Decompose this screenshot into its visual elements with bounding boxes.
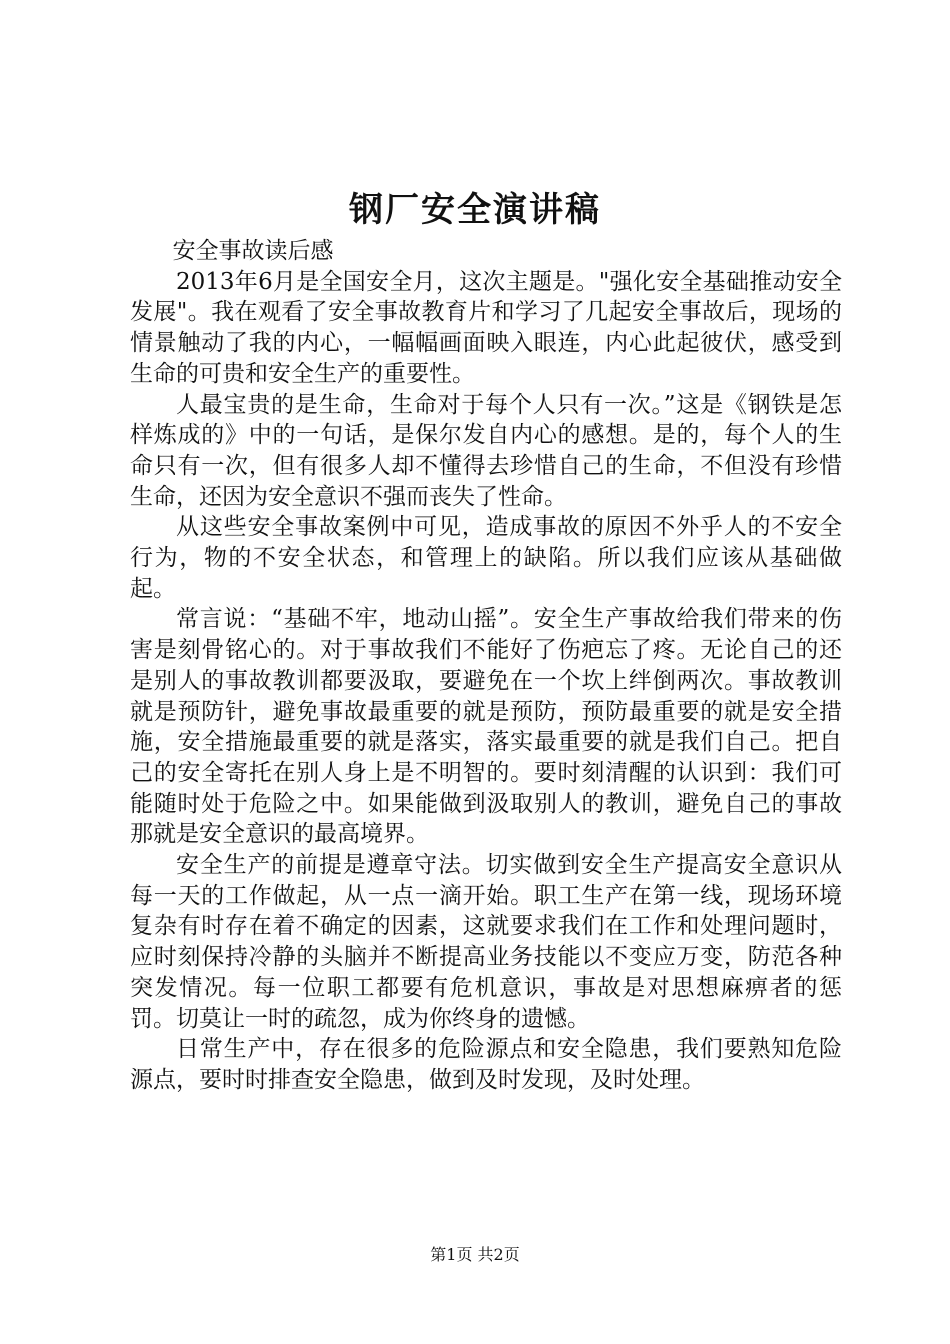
body-paragraph: 人最宝贵的是生命，生命对于每个人只有一次。”这是《钢铁是怎样炼成的》中的一句话，是保尔发自内心的感想。是的，每个人的生命只有一次，但有很多人却不懂得去珍惜自己的生命，不但没有珍惜生命，还因为安全意识不强而丧失了性命。 bbox=[130, 391, 842, 510]
document-body bbox=[130, 236, 842, 1096]
body-paragraph: 安全生产的前提是遵章守法。切实做到安全生产提高安全意识从每一天的工作做起，从一点一滴开始。职工生产在第一线，现场环境复杂有时存在着不确定的因素，这就要求我们在工作和处理问题时，应时刻保持冷静的头脑并不断提高业务技能以不变应万变，防范各种突发情况。每一位职工都要有危机意识，事故是对思想麻痹者的惩罚。切莫让一时的疏忽，成为你终身的遗憾。 bbox=[130, 852, 842, 1032]
body-paragraph: 日常生产中，存在很多的危险源点和安全隐患，我们要熟知危险源点，要时时排查安全隐患，做到及时发现，及时处理。 bbox=[130, 1036, 842, 1093]
document-title: 钢厂安全演讲稿 bbox=[349, 190, 601, 230]
body-paragraph: 2013年6月是全国安全月，这次主题是。"强化安全基础推动安全发展"。我在观看了安全事故教育片和学习了几起安全事故后，现场的情景触动了我的内心，一幅幅画面映入眼连，内心此起彼伏，感受到生命的可贵和安全生产的重要性。 bbox=[130, 268, 842, 387]
body-paragraph: 常言说：“基础不牢，地动山摇”。安全生产事故给我们带来的伤害是刻骨铭心的。对于事故我们不能好了伤疤忘了疼。无论自己的还是别人的事故教训都要汲取，要避免在一个坎上绊倒两次。事故教训就是预防针，避免事故最重要的就是预防，预防最重要的就是安全措施，安全措施最重要的就是落实，落实最重要的就是我们自己。把自己的安全寄托在别人身上是不明智的。要时刻清醒的认识到：我们可能随时处于危险之中。如果能做到汲取别人的教训，避免自己的事故那就是安全意识的最高境界。 bbox=[130, 606, 842, 848]
page-footer: 第1页 共2页 bbox=[430, 1245, 520, 1264]
body-paragraph: 从这些安全事故案例中可见，造成事故的原因不外乎人的不安全行为，物的不安全状态，和管理上的缺陷。所以我们应该从基础做起。 bbox=[130, 514, 842, 602]
subtitle-paragraph: 安全事故读后感 bbox=[172, 238, 334, 264]
